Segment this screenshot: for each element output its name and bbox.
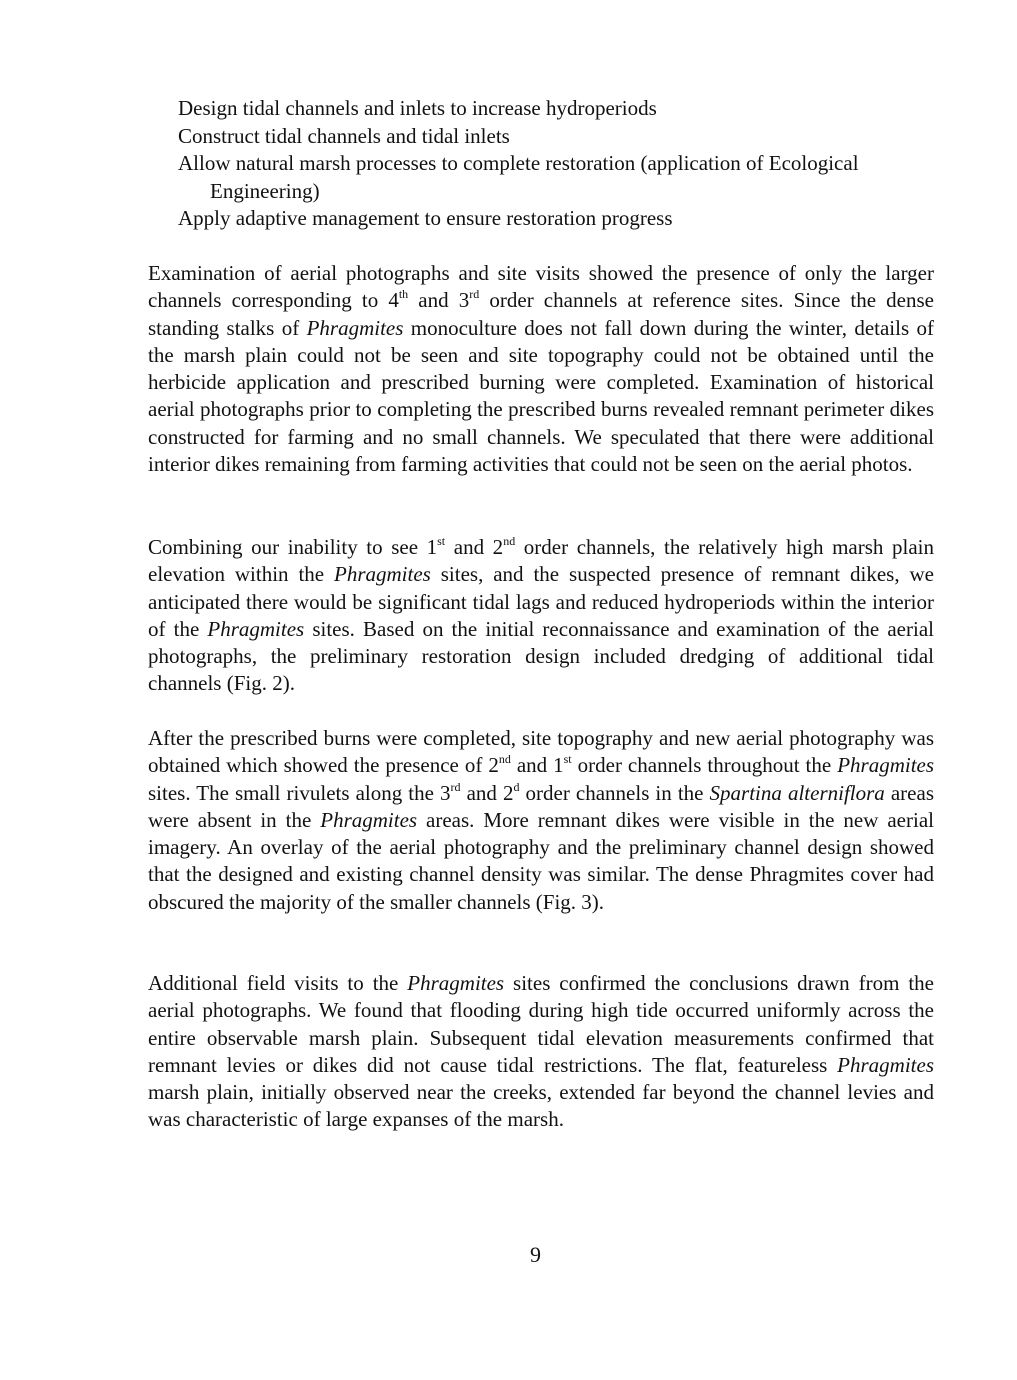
paragraph-field-visits: Additional field visits to the Phragmites sites confirmed the conclusions drawn from the aerial photographs. We found that flooding during high tide occurred uniformly across the entire observable marsh plain. Subsequent tidal elevation measurements confirmed that remnant levies or dikes did not cause tidal restrictions. The flat, featureless Phragmites marsh plain, initially observed near the creeks, extended far beyond the channel levies and was characteristic of large expanses of the marsh. xyxy=(148,971,934,1132)
list-item: Allow natural marsh processes to complete restoration (application of Ecological Engineering) xyxy=(178,151,859,203)
restoration-steps-list xyxy=(178,95,958,233)
list-item: Construct tidal channels and tidal inlets xyxy=(178,123,510,148)
list-item: Apply adaptive management to ensure restoration progress xyxy=(178,206,673,230)
paragraph-post-burn-findings: After the prescribed burns were completed, site topography and new aerial photography was obtained which showed the presence of 2nd and 1st order channels throughout the Phragmites sites. The small rivulets along the 3rd and 2$^d$ order channels in the Spartina alterniflora areas were absent in the Phragmites areas. More remnant dikes were visible in the new aerial imagery. An overlay of the aerial photography and the preliminary channel design showed that the designed and existing channel density was similar. The dense Phragmites cover had obscured the majority of the smaller channels (Fig. 3). xyxy=(148,726,935,914)
page-number: 9 xyxy=(530,1242,541,1267)
list-item: Design tidal channels and inlets to increase hydroperiods xyxy=(178,96,657,120)
paragraph-aerial-examination: Examination of aerial photographs and site visits showed the presence of only the larger channels corresponding to 4th and 3rd order channels at reference sites. Since the dense standing stalks of Phragmites monoculture does not fall down during the winter, details of the marsh plain could not be seen and site topography could not be obtained until the herbicide application and prescribed burning were completed. Examination of historical aerial photographs prior to completing the prescribed burns revealed remnant perimeter dikes constructed for farming and no small channels. We speculated that there were additional interior dikes remaining from farming activities that could not be seen on the aerial photos. xyxy=(148,261,934,477)
paragraph-preliminary-design: Combining our inability to see 1st and 2nd order channels, the relatively high marsh plain elevation within the Phragmites sites, and the suspected presence of remnant dikes, we anticipated there would be significant tidal lags and reduced hydroperiods within the interior of the Phragmites sites. Based on the initial reconnaissance and examination of the aerial photographs, the preliminary restoration design included dredging of additional tidal channels (Fig. 2). xyxy=(148,534,935,696)
